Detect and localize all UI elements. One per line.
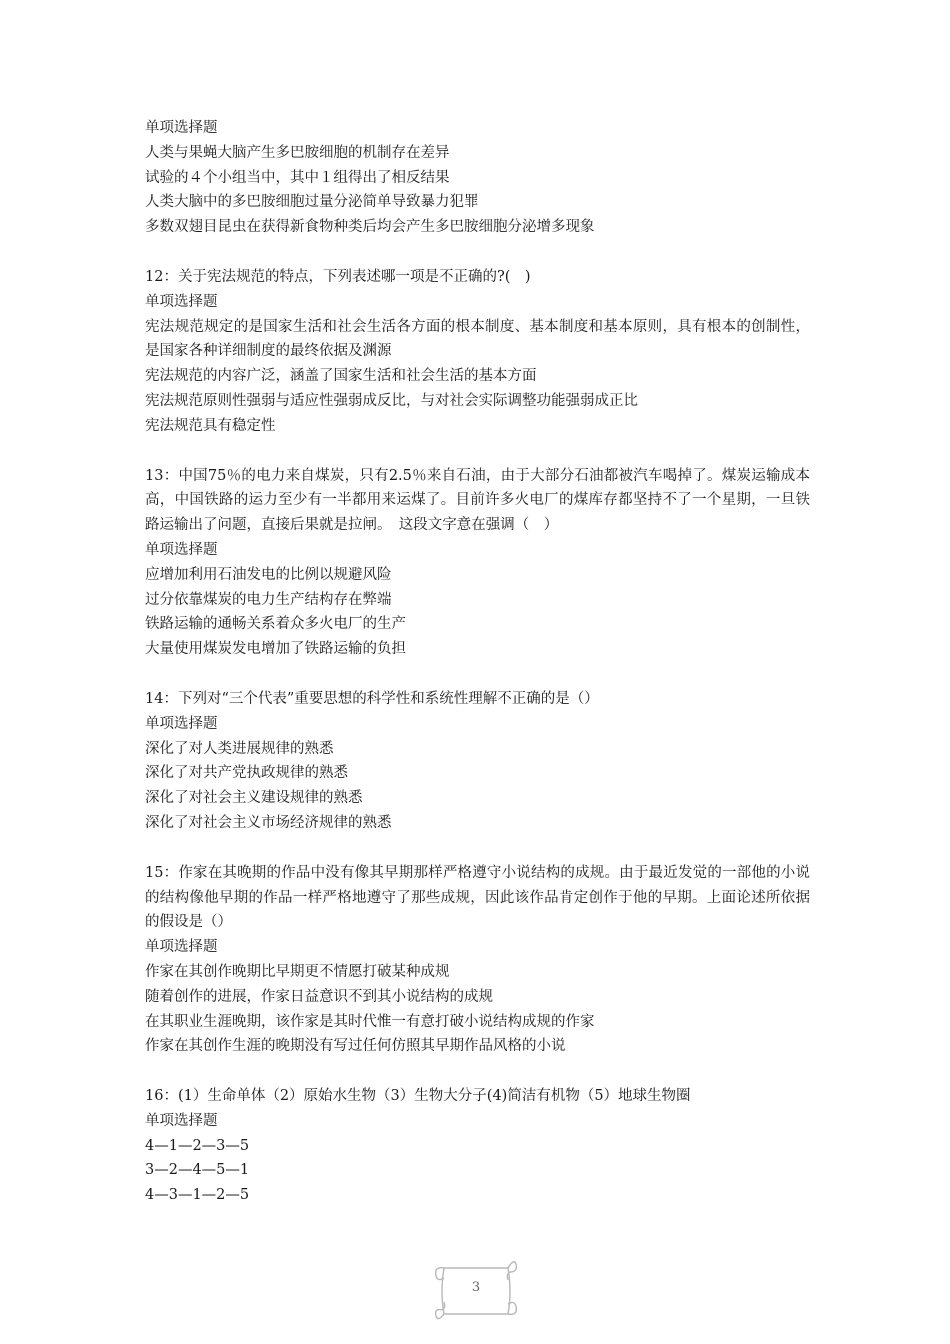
question-15	[145, 861, 810, 1059]
option-c: 人类大脑中的多巴胺细胞过量分泌简单导致暴力犯罪	[145, 194, 479, 211]
option-b: 随着创作的进展，作家日益意识不到其小说结构的成规	[145, 988, 493, 1005]
question-text: 15：作家在其晚期的作品中没有像其早期那样严格遵守小说结构的成规。由于最近发觉的一部他的小说的结构像他早期的作品一样严格地遵守了那些成规，因此该作品肯定创作于他的早期。上面论述所依据的假设是（）	[145, 864, 810, 931]
question-11-tail	[145, 116, 810, 240]
question-type: 单项选择题	[145, 1112, 218, 1129]
page-number: 3	[471, 1280, 481, 1295]
option-a: 4—1—2—3—5	[145, 1137, 250, 1154]
option-b: 深化了对共产党执政规律的熟悉	[145, 765, 348, 782]
question-type: 单项选择题	[145, 939, 218, 956]
question-12	[145, 265, 810, 439]
option-b: 3—2—4—5—1	[145, 1162, 250, 1179]
question-text: 13：中国75％的电力来自煤炭，只有2.5％来自石油，由于大部分石油都被汽车喝掉了。煤炭运输成本高，中国铁路的运力至少有一半都用来运煤了。目前许多火电厂的煤库存都坚持不了一个星期，一旦铁路运输出了问题，直接后果就是拉闸。 这段文字意在强调（ ）	[145, 467, 810, 534]
question-type: 单项选择题	[145, 293, 218, 310]
option-d: 宪法规范具有稳定性	[145, 417, 276, 434]
option-c: 铁路运输的通畅关系着众多火电厂的生产	[145, 616, 406, 633]
option-c: 深化了对社会主义建设规律的熟悉	[145, 790, 363, 807]
question-16	[145, 1084, 810, 1208]
option-b: 试验的４个小组当中，其中１组得出了相反结果	[145, 169, 450, 186]
document-body	[145, 116, 810, 1208]
question-type: 单项选择题	[145, 715, 218, 732]
option-a: 作家在其创作晚期比早期更不情愿打破某种成规	[145, 963, 450, 980]
option-a: 应增加利用石油发电的比例以规避风险	[145, 566, 392, 583]
option-a: 宪法规范规定的是国家生活和社会生活各方面的根本制度、基本制度和基本原则，具有根本的创制性，是国家各种详细制度的最终依据及渊源	[145, 318, 810, 360]
option-b: 过分依靠煤炭的电力生产结构存在弊端	[145, 591, 392, 608]
option-c: 在其职业生涯晚期，该作家是其时代惟一有意打破小说结构成规的作家	[145, 1013, 595, 1030]
question-type: 单项选择题	[145, 120, 218, 136]
question-text: 12：关于宪法规范的特点，下列表述哪一项是不正确的?( )	[145, 268, 531, 285]
question-type: 单项选择题	[145, 541, 218, 558]
option-d: 作家在其创作生涯的晚期没有写过任何仿照其早期作品风格的小说	[145, 1038, 566, 1055]
option-d: 多数双翅目昆虫在获得新食物种类后均会产生多巴胺细胞分泌增多现象	[145, 219, 595, 236]
option-d: 深化了对社会主义市场经济规律的熟悉	[145, 814, 392, 831]
option-c: 4—3—1—2—5	[145, 1187, 250, 1204]
question-text: 14：下列对“三个代表”重要思想的科学性和系统性理解不正确的是（）	[145, 690, 599, 707]
option-a: 深化了对人类进展规律的熟悉	[145, 740, 334, 757]
option-d: 大量使用煤炭发电增加了铁路运输的负担	[145, 641, 406, 658]
question-text: 16：(1）生命单体（2）原始水生物（3）生物大分子(4)简洁有机物（5）地球生物圈	[145, 1088, 691, 1105]
option-a: 人类与果蝇大脑产生多巴胺细胞的机制存在差异	[145, 144, 450, 161]
option-b: 宪法规范的内容广泛，涵盖了国家生活和社会生活的基本方面	[145, 368, 537, 385]
question-13	[145, 464, 810, 662]
page-footer	[430, 1252, 522, 1322]
option-c: 宪法规范原则性强弱与适应性强弱成反比，与对社会实际调整功能强弱成正比	[145, 392, 638, 409]
question-14	[145, 687, 810, 836]
